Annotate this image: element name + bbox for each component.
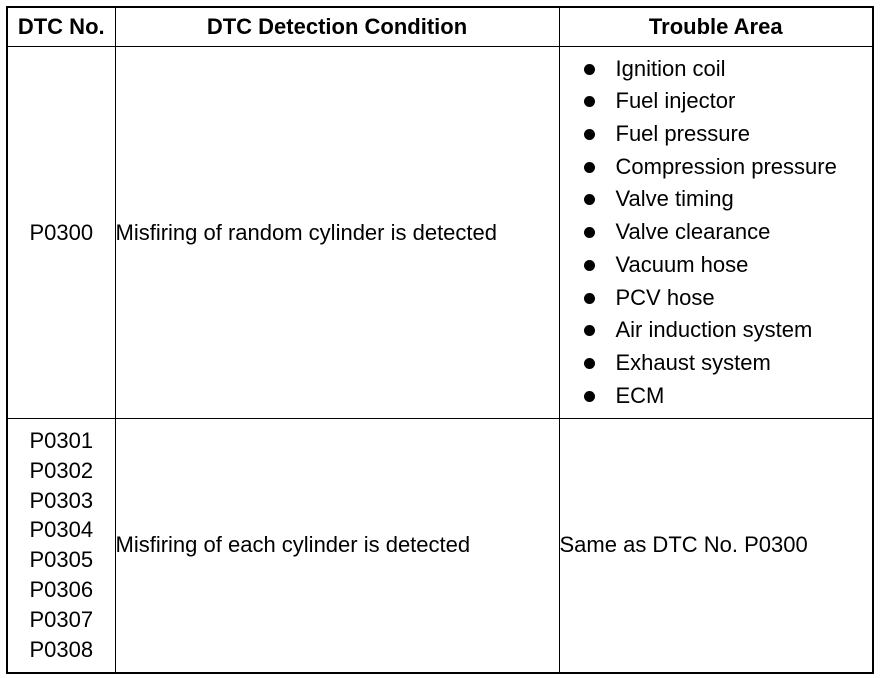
trouble-area-list bbox=[560, 49, 873, 417]
dtc-code: P0300 bbox=[29, 219, 94, 245]
trouble-area-text: Same as DTC No. P0300 bbox=[559, 419, 873, 673]
bullet-icon bbox=[584, 96, 595, 107]
bullet-icon bbox=[584, 293, 595, 304]
table-row bbox=[7, 47, 873, 419]
bullet-icon bbox=[584, 227, 595, 238]
dtc-code-list bbox=[8, 214, 115, 252]
bullet-icon bbox=[584, 162, 595, 173]
header-trouble-area: Trouble Area bbox=[559, 7, 873, 47]
detection-condition: Misfiring of random cylinder is detected bbox=[115, 47, 559, 419]
dtc-code-cell bbox=[7, 47, 115, 419]
list-item: ECM bbox=[580, 380, 873, 413]
list-item: Fuel injector bbox=[580, 85, 873, 118]
dtc-code: P0305 bbox=[29, 547, 94, 573]
list-item: Ignition coil bbox=[580, 53, 873, 86]
header-row bbox=[7, 7, 873, 47]
dtc-table bbox=[6, 6, 874, 674]
bullet-icon bbox=[584, 260, 595, 271]
header-detection-condition: DTC Detection Condition bbox=[115, 7, 559, 47]
dtc-code: P0306 bbox=[29, 577, 94, 603]
list-item: Vacuum hose bbox=[580, 249, 873, 282]
bullet-icon bbox=[584, 64, 595, 75]
dtc-code-list bbox=[8, 422, 115, 668]
list-item: PCV hose bbox=[580, 282, 873, 315]
bullet-icon bbox=[584, 391, 595, 402]
dtc-code: P0308 bbox=[29, 636, 94, 662]
list-item: Air induction system bbox=[580, 314, 873, 347]
table-row bbox=[7, 419, 873, 673]
list-item: Compression pressure bbox=[580, 151, 873, 184]
dtc-code: P0303 bbox=[29, 487, 94, 513]
list-item: Exhaust system bbox=[580, 347, 873, 380]
header-dtc-no: DTC No. bbox=[7, 7, 115, 47]
bullet-icon bbox=[584, 325, 595, 336]
dtc-code-cell bbox=[7, 419, 115, 673]
dtc-code: P0307 bbox=[29, 606, 94, 632]
list-item: Valve timing bbox=[580, 183, 873, 216]
bullet-icon bbox=[584, 129, 595, 140]
detection-condition: Misfiring of each cylinder is detected bbox=[115, 419, 559, 673]
dtc-code: P0302 bbox=[29, 457, 94, 483]
bullet-icon bbox=[584, 194, 595, 205]
list-item: Valve clearance bbox=[580, 216, 873, 249]
dtc-code: P0304 bbox=[29, 517, 94, 543]
trouble-area-cell bbox=[559, 47, 873, 419]
list-item: Fuel pressure bbox=[580, 118, 873, 151]
bullet-icon bbox=[584, 358, 595, 369]
dtc-code: P0301 bbox=[29, 428, 94, 454]
